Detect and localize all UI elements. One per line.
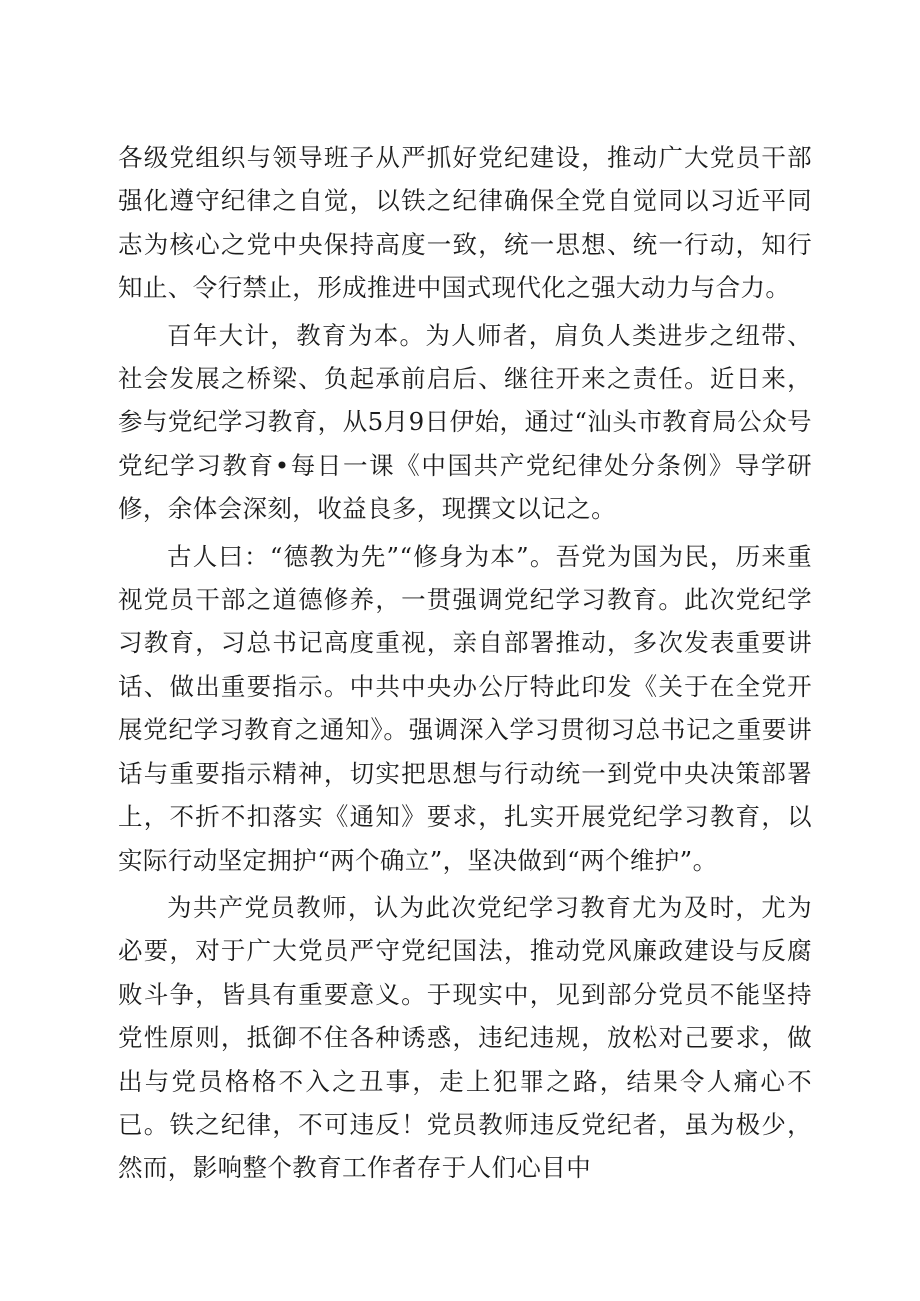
paragraph-continuation: 各级党组织与领导班子从严抓好党纪建设，推动广大党员干部强化遵守纪律之自觉，以铁之纪律确保全党自觉同以习近平同志为核心之党中央保持高度一致，统一思想、统一行动，知行知止、令行禁止，形成推进中国式现代化之强大动力与合力。 xyxy=(118,143,812,303)
document-body xyxy=(118,136,812,1194)
paragraph-education-importance: 百年大计，教育为本。为人师者，肩负人类进步之纽带、社会发展之桥梁、负起承前启后、继往开来之责任。近日来，参与党纪学习教育，从5月9日伊始，通过“汕头市教育局公众号党纪学习教育•每日一课《中国共产党纪律处分条例》导学研修，余体会深刻，收益良多，现撰文以记之。 xyxy=(118,320,812,524)
paragraph-party-discipline-education: 古人曰：“德教为先”“修身为本”。吾党为国为民，历来重视党员干部之道德修养，一贯强调党纪学习教育。此次党纪学习教育，习总书记高度重视，亲自部署推动，多次发表重要讲话、做出重要指示。中共中央办公厅特此印发《关于在全党开展党纪学习教育之通知》。强调深入学习贯彻习总书记之重要讲话与重要指示精神，切实把思想与行动统一到党中央决策部署上，不折不扣落实《通知》要求，扎实开展党纪学习教育，以实际行动坚定拥护“两个确立”，坚决做到“两个维护”。 xyxy=(118,541,812,875)
paragraph-teacher-reflection: 为共产党员教师，认为此次党纪学习教育尤为及时，尤为必要，对于广大党员严守党纪国法，推动党风廉政建设与反腐败斗争，皆具有重要意义。于现实中，见到部分党员不能坚持党性原则，抵御不住各种诱惑，违纪违规，放松对己要求，做出与党员格格不入之丑事，走上犯罪之路，结果令人痛心不已。铁之纪律，不可违反！党员教师违反党纪者，虽为极少，然而，影响整个教育工作者存于人们心目中 xyxy=(118,892,812,1183)
